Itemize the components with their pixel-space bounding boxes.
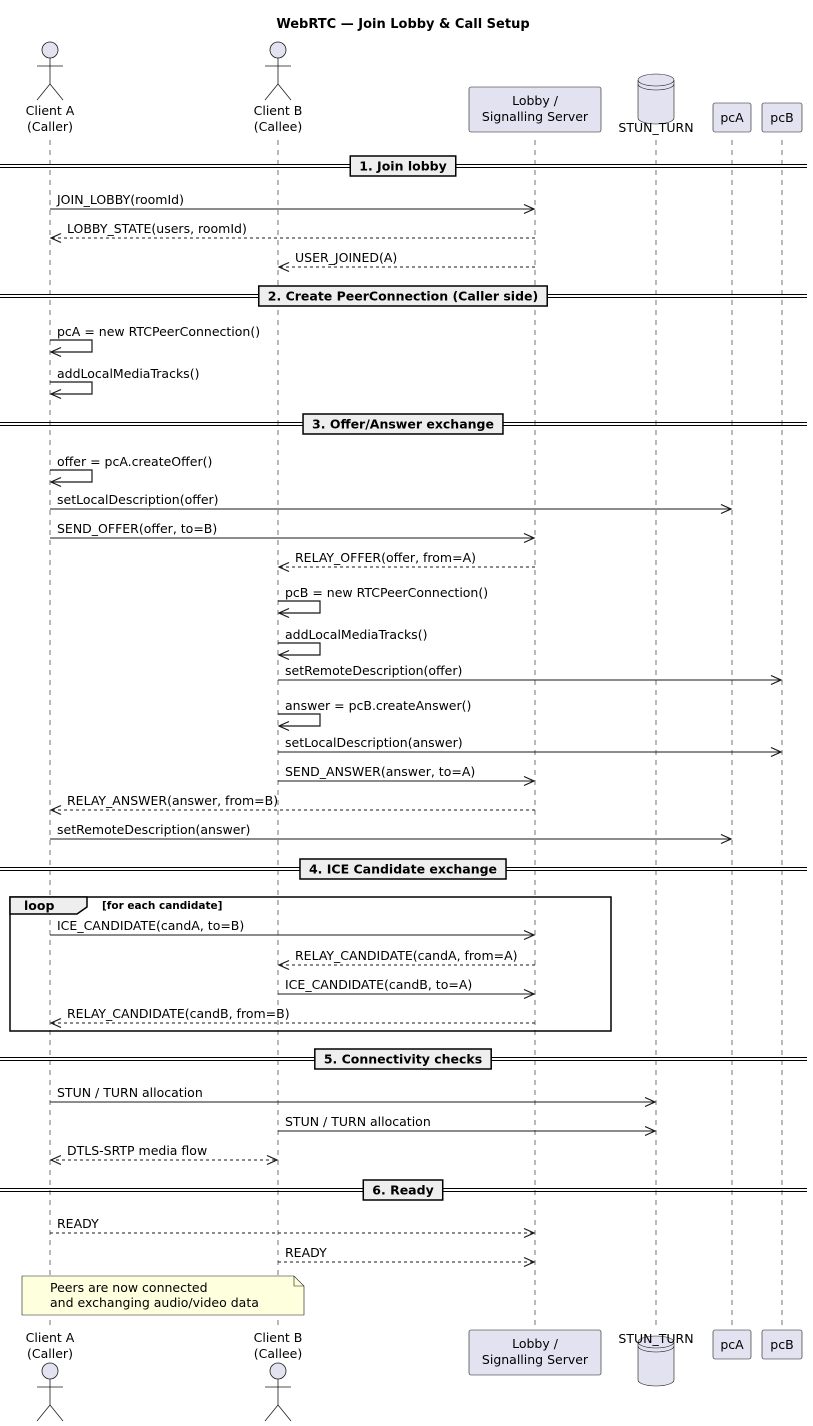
message-arrow <box>50 192 534 214</box>
message-arrow <box>279 250 535 272</box>
section-divider <box>0 286 807 306</box>
message-label: addLocalMediaTracks() <box>285 627 428 642</box>
pcB-head-bottom <box>762 1330 802 1359</box>
message-arrow <box>278 764 534 786</box>
lobby-head-bottom <box>469 1330 601 1375</box>
clientA-head-top <box>26 42 75 134</box>
message-arrow <box>51 1006 535 1028</box>
message-arrow <box>278 735 781 757</box>
actor-icon <box>270 1363 286 1379</box>
clientB-head-top <box>254 42 303 134</box>
actor-icon <box>42 1363 58 1379</box>
message-label: setLocalDescription(offer) <box>57 492 219 507</box>
message-label: ICE_CANDIDATE(candB, to=A) <box>285 977 473 992</box>
clientA-label: (Caller) <box>27 119 73 134</box>
message-label: RELAY_OFFER(offer, from=A) <box>295 550 477 565</box>
lobby-label: Signalling Server <box>481 109 589 124</box>
loop-keyword: loop <box>24 898 55 913</box>
lobby-head-top <box>469 87 601 132</box>
message-arrow <box>50 366 199 399</box>
message-label: addLocalMediaTracks() <box>57 366 200 381</box>
messages <box>22 192 781 1315</box>
message-label: READY <box>285 1245 327 1260</box>
message-arrow <box>279 948 535 970</box>
message-label: STUN / TURN allocation <box>57 1085 203 1100</box>
pcA-head-bottom <box>713 1330 751 1359</box>
message-label: pcB = new RTCPeerConnection() <box>285 585 489 600</box>
pcA-label: pcA <box>720 110 744 125</box>
message-arrow <box>278 585 488 618</box>
clientB-label: (Callee) <box>253 119 303 134</box>
stun-head-bottom <box>618 1331 693 1386</box>
stun-head-top <box>618 74 693 135</box>
clientB-label: Client B <box>253 103 303 118</box>
clientA-label: (Caller) <box>27 1346 73 1361</box>
message-label: ICE_CANDIDATE(candA, to=B) <box>57 918 245 933</box>
actor-icon <box>42 42 58 58</box>
section-title: 2. Create PeerConnection (Caller side) <box>267 288 539 304</box>
message-label: DTLS-SRTP media flow <box>67 1143 208 1158</box>
message-arrow <box>50 324 260 357</box>
message-arrow <box>51 793 535 815</box>
section-title: 5. Connectivity checks <box>323 1051 483 1067</box>
message-arrow <box>51 221 535 243</box>
section-title: 6. Ready <box>372 1182 434 1198</box>
pcA-label: pcA <box>720 1337 744 1352</box>
message-label: setRemoteDescription(offer) <box>285 663 463 678</box>
message-arrow <box>279 550 535 572</box>
message-arrow <box>50 492 731 514</box>
message-label: RELAY_CANDIDATE(candB, from=B) <box>67 1006 290 1021</box>
note-text: and exchanging audio/video data <box>50 1295 259 1310</box>
section-title: 1. Join lobby <box>359 158 447 174</box>
clientA-head-bottom <box>26 1330 75 1421</box>
message-label: answer = pcB.createAnswer() <box>285 698 472 713</box>
section-divider <box>0 414 807 434</box>
message-arrow <box>50 822 731 844</box>
actor-leg-left <box>37 1405 50 1421</box>
message-label: pcA = new RTCPeerConnection() <box>57 324 261 339</box>
message-arrow <box>278 1245 534 1267</box>
message-label: LOBBY_STATE(users, roomId) <box>67 221 247 236</box>
message-label: USER_JOINED(A) <box>295 250 398 265</box>
actor-leg-right <box>278 1405 291 1421</box>
section-title: 4. ICE Candidate exchange <box>308 861 498 877</box>
message-label: setLocalDescription(answer) <box>285 735 463 750</box>
pcB-head-top <box>762 103 802 132</box>
section-divider <box>0 1049 807 1069</box>
actor-leg-right <box>50 84 63 100</box>
participant-heads <box>26 42 802 1421</box>
stun-label: STUN_TURN <box>618 1331 694 1346</box>
message-label: offer = pcA.createOffer() <box>57 454 213 469</box>
message-label: SEND_OFFER(offer, to=B) <box>57 521 218 536</box>
diagram-title: WebRTC — Join Lobby & Call Setup <box>276 17 530 32</box>
actor-leg-right <box>278 84 291 100</box>
message-label: JOIN_LOBBY(roomId) <box>57 192 184 207</box>
message-label: READY <box>57 1216 99 1231</box>
note-text: Peers are now connected <box>50 1280 208 1295</box>
clientA-label: Client A <box>25 103 75 118</box>
section-divider <box>0 156 807 176</box>
lobby-label: Signalling Server <box>481 1352 589 1367</box>
lobby-label: Lobby / <box>512 1336 558 1351</box>
section-divider <box>0 1180 807 1200</box>
clientB-label: (Callee) <box>253 1346 303 1361</box>
message-label: RELAY_ANSWER(answer, from=B) <box>67 793 279 808</box>
message-arrow <box>278 663 781 685</box>
clientB-label: Client B <box>253 1330 303 1345</box>
message-label: RELAY_CANDIDATE(candA, from=A) <box>295 948 518 963</box>
message-arrow <box>50 1216 534 1238</box>
frames <box>0 156 807 1200</box>
message-label: SEND_ANSWER(answer, to=A) <box>285 764 476 779</box>
message-arrow <box>278 1114 655 1136</box>
actor-leg-left <box>37 84 50 100</box>
section-title: 3. Offer/Answer exchange <box>312 416 494 432</box>
actor-leg-left <box>265 84 278 100</box>
pcB-label: pcB <box>770 1337 794 1352</box>
database-icon <box>638 74 674 124</box>
message-arrow <box>50 918 534 940</box>
clientA-label: Client A <box>25 1330 75 1345</box>
message-arrow <box>278 627 427 660</box>
loop-condition: [for each candidate] <box>102 900 223 912</box>
note <box>22 1276 304 1315</box>
message-arrow <box>50 1143 277 1165</box>
message-arrow <box>278 977 534 999</box>
section-divider <box>0 859 807 879</box>
actor-leg-right <box>50 1405 63 1421</box>
pcB-label: pcB <box>770 110 794 125</box>
lobby-label: Lobby / <box>512 93 558 108</box>
clientB-head-bottom <box>254 1330 303 1421</box>
pcA-head-top <box>713 103 751 132</box>
message-arrow <box>50 454 212 487</box>
actor-leg-left <box>265 1405 278 1421</box>
message-arrow <box>50 521 534 543</box>
stun-label: STUN_TURN <box>618 120 694 135</box>
message-label: setRemoteDescription(answer) <box>57 822 251 837</box>
message-label: STUN / TURN allocation <box>285 1114 431 1129</box>
message-arrow <box>278 698 471 731</box>
actor-icon <box>270 42 286 58</box>
message-arrow <box>50 1085 655 1107</box>
